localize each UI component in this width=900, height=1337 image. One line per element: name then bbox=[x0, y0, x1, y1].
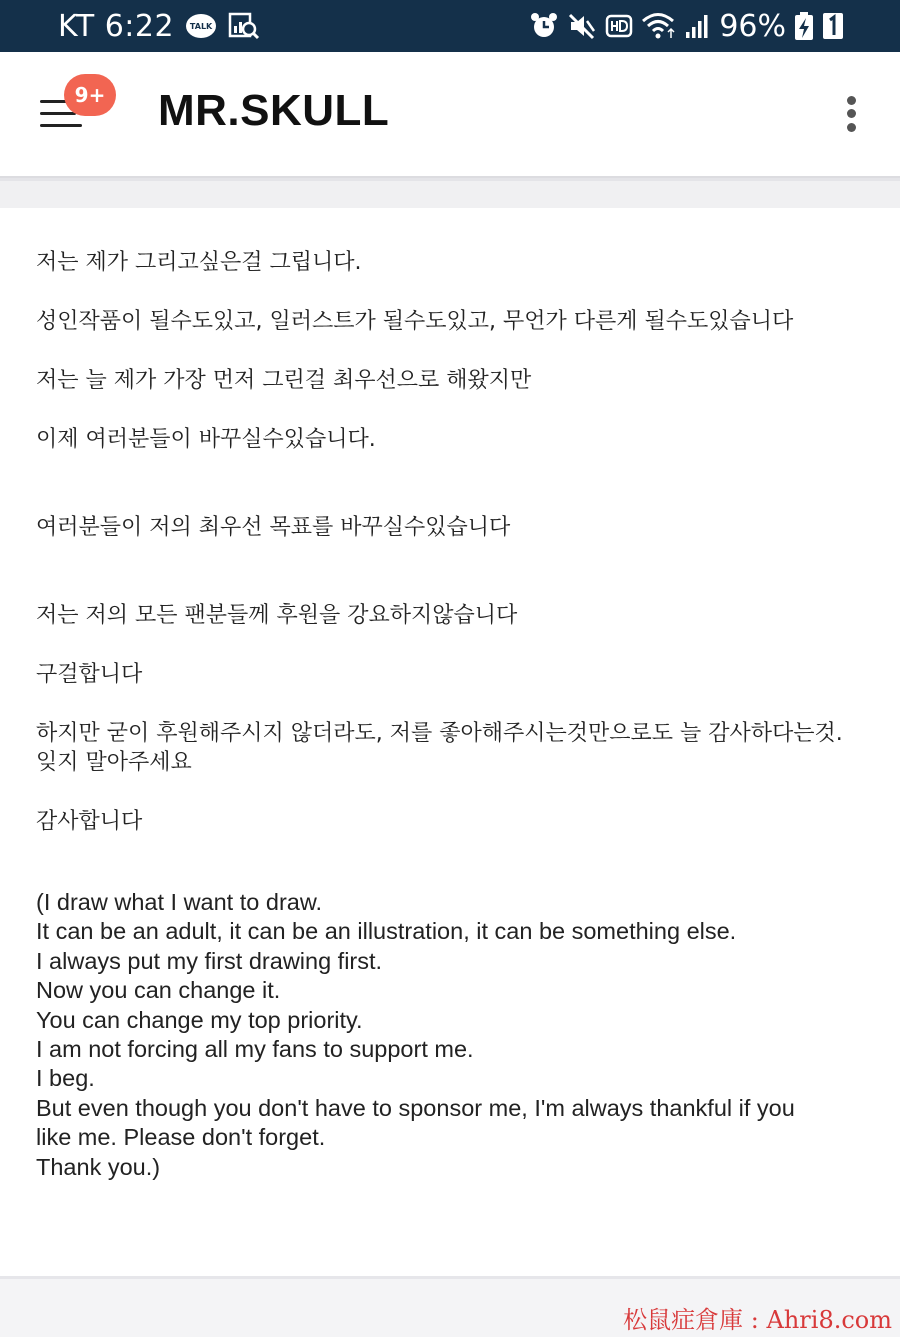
alarm-icon bbox=[529, 11, 559, 41]
app-title: MR.SKULL bbox=[158, 86, 390, 135]
watermark: 松鼠症倉庫 : Ahri8.com bbox=[623, 1306, 892, 1334]
post-line-korean: 저는 저의 모든 팬분들께 후원을 강요하지않습니다 bbox=[36, 603, 518, 628]
post-line-english: Thank you.) bbox=[36, 1153, 161, 1180]
post-line-english: You can change my top priority. bbox=[36, 1006, 363, 1033]
wifi-icon bbox=[641, 11, 677, 41]
status-left bbox=[58, 0, 260, 52]
post-content bbox=[0, 208, 900, 1276]
status-time: 6:22 bbox=[104, 8, 175, 44]
post-line-english: (I draw what I want to draw. bbox=[36, 889, 323, 915]
post-line-english: It can be an adult, it can be an illustration, it can be something else. bbox=[36, 918, 737, 945]
post-line-english: I am not forcing all my fans to support me. bbox=[36, 1036, 474, 1063]
post-line-korean: 저는 늘 제가 가장 먼저 그린걸 최우선으로 해왔지만 bbox=[36, 368, 532, 393]
notification-badge[interactable]: 9+ bbox=[64, 74, 116, 116]
post-line-english: But even though you don't have to sponsor me, I'm always thankful if you bbox=[36, 1094, 795, 1121]
status-carrier bbox=[58, 9, 174, 44]
kakaotalk-icon bbox=[186, 14, 216, 38]
signal-icon bbox=[685, 12, 711, 40]
carrier-label: KT bbox=[58, 8, 95, 44]
post-line-korean: 하지만 굳이 후원해주시지 않더라도, 저를 좋아해주시는것만으로도 늘 감사하다는것. bbox=[36, 721, 843, 746]
gallery-search-icon bbox=[228, 11, 260, 41]
more-options-icon[interactable] bbox=[842, 94, 862, 134]
post-line-korean: 이제 여러분들이 바꾸실수있습니다. bbox=[36, 427, 376, 452]
hd-voice-icon bbox=[605, 13, 633, 39]
post-line-korean: 잊지 말아주세요 bbox=[36, 750, 192, 775]
battery-percent: 96% bbox=[719, 8, 786, 44]
status-bar bbox=[0, 0, 900, 52]
battery-charging-icon bbox=[794, 11, 814, 41]
post-line-english: Now you can change it. bbox=[36, 977, 281, 1004]
post-line-korean: 구걸합니다 bbox=[36, 662, 143, 687]
talk-icon-label: TALK bbox=[189, 21, 213, 31]
post-line-korean: 감사합니다 bbox=[36, 809, 143, 834]
post-line-korean: 저는 제가 그리고싶은걸 그립니다. bbox=[36, 250, 362, 275]
post-line-korean: 성인작품이 될수도있고, 일러스트가 될수도있고, 무언가 다른게 될수도있습니다 bbox=[36, 309, 794, 334]
header-divider bbox=[0, 178, 900, 211]
post-line-korean: 여러분들이 저의 최우선 목표를 바꾸실수있습니다 bbox=[36, 515, 511, 540]
mute-icon bbox=[567, 11, 597, 41]
sim-slot-icon bbox=[822, 11, 844, 41]
post-english-translation bbox=[36, 888, 866, 1182]
status-right bbox=[529, 0, 844, 52]
post-line-english: like me. Please don't forget. bbox=[36, 1124, 326, 1151]
post-line-english: I always put my first drawing first. bbox=[36, 947, 383, 974]
post-line-english: I beg. bbox=[36, 1065, 95, 1092]
app-header bbox=[0, 52, 900, 178]
